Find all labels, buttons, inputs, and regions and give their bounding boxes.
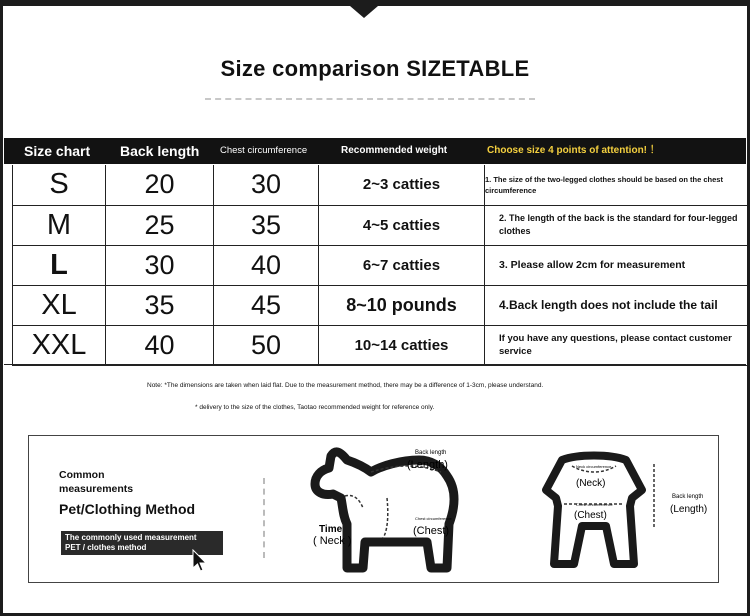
dog-back-small-label: Back length — [415, 450, 447, 456]
title-divider — [205, 98, 535, 100]
shirt-neck-label: (Neck) — [576, 478, 606, 489]
badge-line-2: PET / clothes method — [65, 543, 147, 552]
size-cell: M — [13, 205, 106, 245]
size-cell: L — [13, 245, 106, 285]
weight-cell: 10~14 catties — [319, 325, 485, 365]
top-notch — [350, 6, 378, 18]
chest-cell: 50 — [214, 325, 319, 365]
back-length-cell: 30 — [106, 245, 214, 285]
note-cell: If you have any questions, please contact customer service — [485, 325, 747, 365]
back-length-cell: 35 — [106, 285, 214, 325]
shirt-chest-label: (Chest) — [574, 510, 607, 521]
table-row — [13, 205, 747, 245]
weight-cell: 6~7 catties — [319, 245, 485, 285]
shirt-length-label: (Length) — [670, 504, 708, 515]
table-row — [13, 165, 747, 205]
header-back-length: Back length — [120, 143, 200, 159]
back-length-cell: 20 — [106, 165, 214, 205]
size-cell: S — [13, 165, 106, 205]
dog-time-label: Time — [319, 524, 343, 535]
chest-cell: 45 — [214, 285, 319, 325]
weight-cell: 2~3 catties — [319, 165, 485, 205]
header-attention: Choose size 4 points of attention! ！ — [487, 145, 660, 156]
back-length-cell: 25 — [106, 205, 214, 245]
dog-chest-small-label: Chest circumference — [415, 516, 452, 521]
size-table — [12, 165, 747, 366]
shirt-chest-small-label: Chest circumference — [576, 502, 613, 507]
common-measurements-label: Common measurements — [59, 469, 134, 495]
panel-divider — [263, 478, 265, 558]
method-panel — [28, 435, 719, 583]
note-cell: 2. The length of the back is the standard for four-legged clothes — [485, 205, 747, 245]
shirt-neck-small-label: Neck circumference — [576, 464, 612, 469]
table-header — [4, 138, 746, 164]
cursor-icon — [191, 549, 209, 573]
dog-diagram — [291, 438, 511, 584]
size-cell: XXL — [13, 325, 106, 365]
section-divider — [4, 364, 746, 365]
method-title: Pet/Clothing Method — [59, 501, 196, 517]
table-row — [13, 245, 747, 285]
header-chest: Chest circumference — [220, 145, 308, 156]
back-length-cell: 40 — [106, 325, 214, 365]
page-title: Size comparison SIZETABLE — [220, 56, 530, 81]
note-cell: 4.Back length does not include the tail — [485, 285, 747, 325]
chest-cell: 40 — [214, 245, 319, 285]
chest-cell: 30 — [214, 165, 319, 205]
neck-dashed-line — [345, 496, 363, 509]
dog-chest-label: (Chest) — [413, 525, 450, 537]
chest-cell: 35 — [214, 205, 319, 245]
note-cell: 1. The size of the two-legged clothes should be based on the chest circumference — [485, 165, 747, 205]
header-weight: Recommended weight — [341, 145, 448, 156]
measurement-note: Note: *The dimensions are taken when laid flat. Due to the measurement method, there may be a difference of 1-3cm, please understand. — [147, 382, 544, 389]
note-cell: 3. Please allow 2cm for measurement — [485, 245, 747, 285]
chest-dashed-line — [383, 498, 388, 538]
delivery-note: * delivery to the size of the clothes, Taotao recommended weight for reference only. — [195, 404, 435, 411]
weight-cell: 8~10 pounds — [319, 285, 485, 325]
badge-line-1: The commonly used measurement — [65, 533, 197, 542]
header-size-chart: Size chart — [24, 143, 91, 159]
table-row — [13, 325, 747, 365]
size-cell: XL — [13, 285, 106, 325]
shirt-back-small-label: Back length — [672, 494, 704, 500]
weight-cell: 4~5 catties — [319, 205, 485, 245]
table-row — [13, 285, 747, 325]
shirt-diagram — [524, 446, 714, 576]
dog-neck-label: ( Neck ) — [313, 535, 352, 547]
dog-length-label: (Length) — [407, 459, 448, 471]
